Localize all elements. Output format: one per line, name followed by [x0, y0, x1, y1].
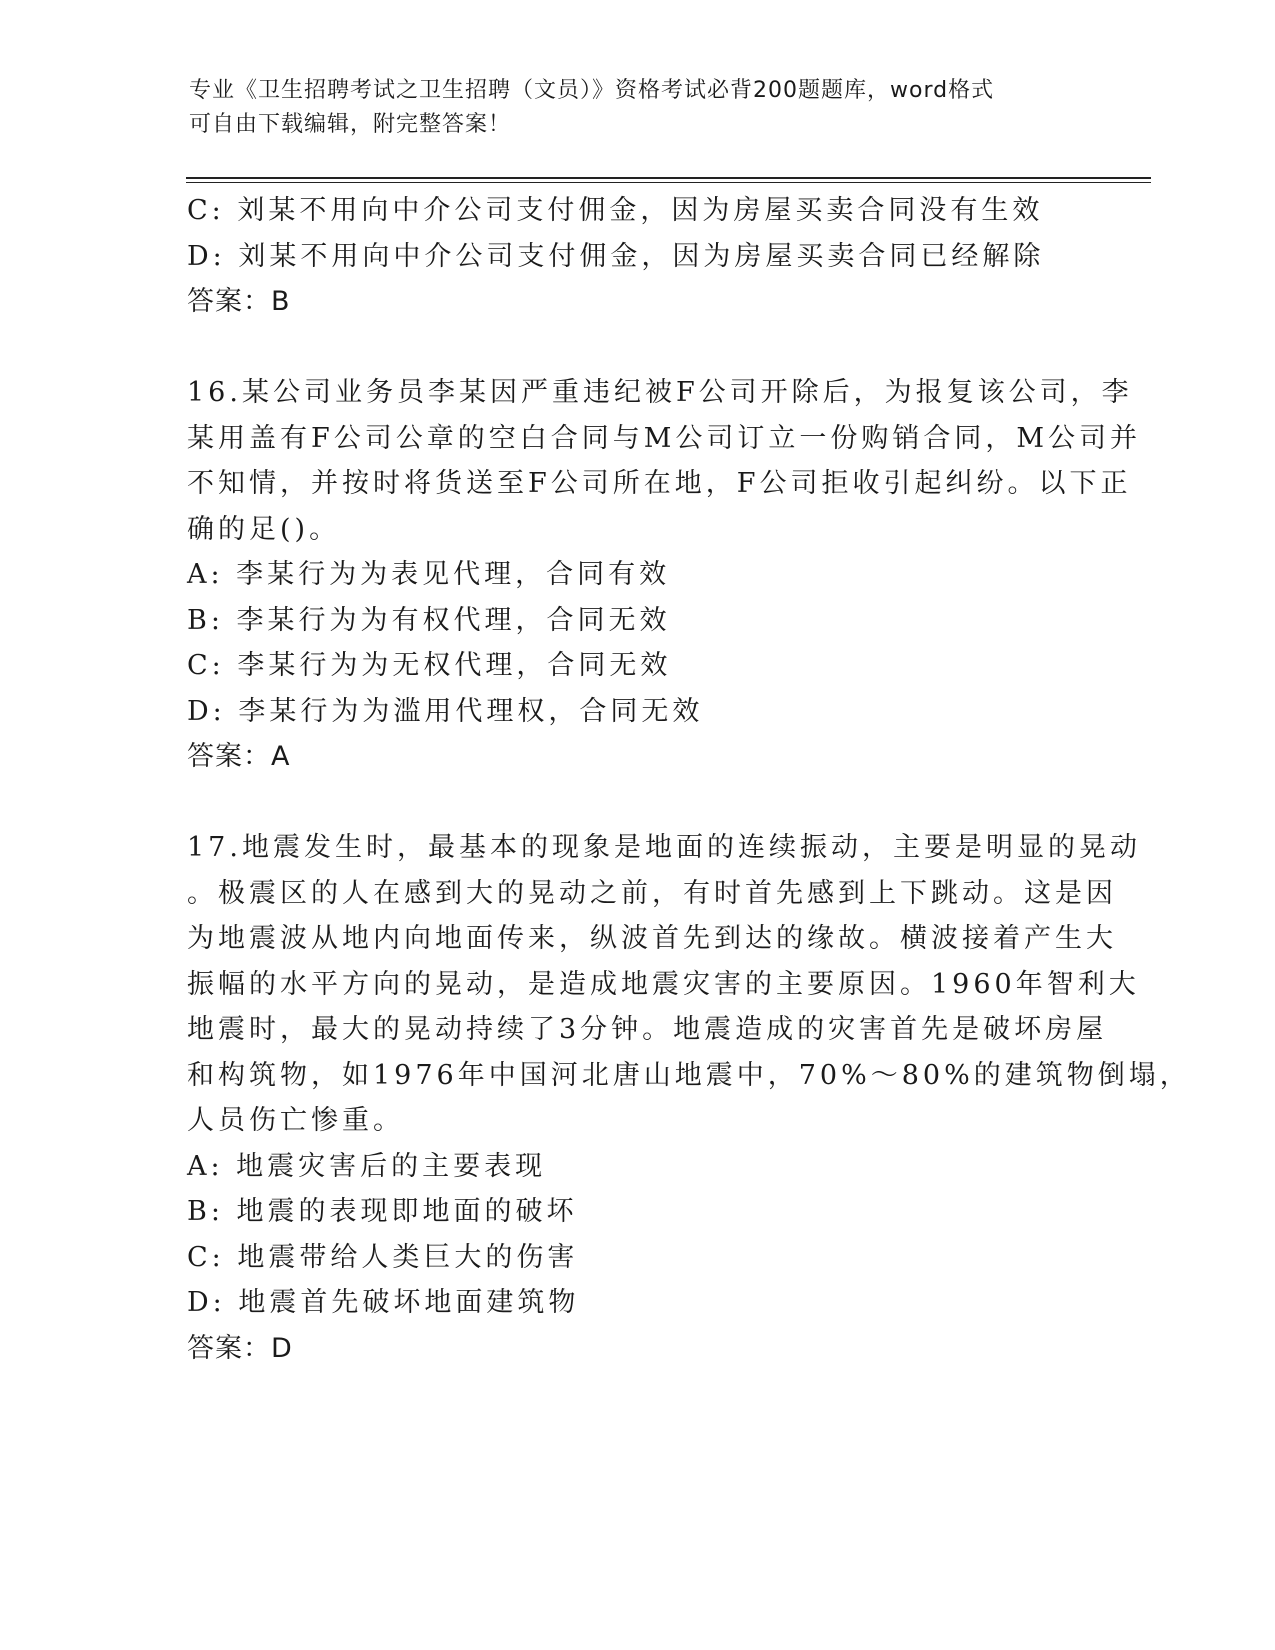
- q17-stem-line-3: 为地震波从地内向地面传来，纵波首先到达的缘故。横波接着产生大: [187, 923, 1117, 954]
- header-divider-thick: [186, 177, 1151, 179]
- q17-option-d: D: 地震首先破坏地面建筑物: [187, 1287, 580, 1318]
- q17-stem-line-6: 和构筑物，如1976年中国河北唐山地震中，70%～80%的建筑物倒塌，: [187, 1059, 1191, 1091]
- q17-option-b: B: 地震的表现即地面的破坏: [187, 1196, 578, 1227]
- prev-question-block: [187, 188, 1087, 325]
- q16-option-a: A: 李某行为为表见代理，合同有效: [187, 559, 671, 590]
- q16-stem-line-2: 某用盖有F公司公章的空白合同与M公司订立一份购销合同，M公司并: [187, 422, 1142, 454]
- prev-option-c: C: 刘某不用向中介公司支付佣金，因为房屋买卖合同没有生效: [187, 195, 1044, 226]
- q16-stem-line-1: 16.某公司业务员李某因严重违纪被F公司开除后，为报复该公司，李: [187, 377, 1133, 408]
- q17-stem-line-7: 人员伤亡惨重。: [187, 1105, 404, 1136]
- q16-option-b: B: 李某行为为有权代理，合同无效: [187, 604, 671, 636]
- q16-stem-line-3: 不知情，并按时将货送至F公司所在地，F公司拒收引起纠纷。以下正: [187, 468, 1132, 499]
- spacer: [187, 325, 1087, 371]
- q16-stem-line-4: 确的足()。: [187, 513, 341, 545]
- spacer: [187, 780, 1087, 826]
- prev-option-d: D: 刘某不用向中介公司支付佣金，因为房屋买卖合同已经解除: [187, 240, 1045, 272]
- q16-option-c: C: 李某行为为无权代理，合同无效: [187, 650, 672, 681]
- q17-option-c: C: 地震带给人类巨大的伤害: [187, 1241, 579, 1273]
- q16-option-d: D: 李某行为为滥用代理权，合同无效: [187, 695, 704, 727]
- q17-stem-line-4: 振幅的水平方向的晃动，是造成地震灾害的主要原因。1960年智利大: [187, 968, 1140, 1000]
- header-title-line-1: 专业《卫生招聘考试之卫生招聘（文员）》资格考试必背200题题库，word格式: [189, 78, 995, 103]
- q17-stem-line-2: 。极震区的人在感到大的晃动之前，有时首先感到上下跳动。这是因: [187, 877, 1117, 909]
- prev-answer: 答案：B: [187, 286, 291, 317]
- question-16-block: [187, 370, 1142, 780]
- q17-option-a: A: 地震灾害后的主要表现: [187, 1150, 547, 1182]
- question-17-block: [187, 825, 1191, 1371]
- header-divider-thin: [186, 182, 1151, 183]
- document-header: [189, 74, 1089, 142]
- header-title-line-2: 可自由下载编辑，附完整答案！: [189, 112, 512, 137]
- q17-stem-line-5: 地震时，最大的晃动持续了3分钟。地震造成的灾害首先是破坏房屋: [187, 1014, 1108, 1045]
- q16-answer: 答案：A: [187, 741, 291, 772]
- q17-answer: 答案：D: [187, 1332, 293, 1364]
- question-content: [187, 188, 1191, 1371]
- q17-stem-line-1: 17.地震发生时，最基本的现象是地面的连续振动，主要是明显的晃动: [187, 832, 1141, 863]
